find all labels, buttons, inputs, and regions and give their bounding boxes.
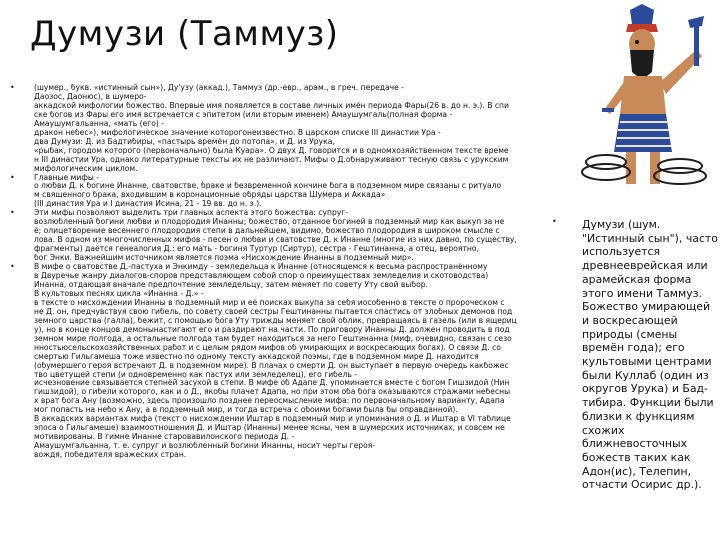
text-line: вождя, победителя вражеских стран. [34, 451, 187, 460]
text-line: земном мире полгода, а остальные полгода там будет находиться за него Гештинанна (миф, очевидно, связан с сезо [34, 334, 512, 343]
text-line: бог Энки. Важнейшим источником является поэма «Нисхождение Инанны в подземный мир». [34, 254, 414, 263]
text-line: два Думузи: Д. из Бадтибиры, «пастырь времён до потопа», и Д. из Урука, [34, 137, 335, 146]
text-line: этого имени Таммуз. [582, 286, 702, 300]
page-title: Думузи (Таммуз) [30, 14, 339, 54]
bullet-marker: • [10, 208, 15, 218]
bullet-item-courtship-myth [10, 263, 540, 460]
text-line: времён года); его [582, 341, 685, 355]
text-line: м священного брака, входившим в коронационные обряды царства Шумера и Аккада» [34, 191, 386, 200]
bullet-marker: • [10, 172, 15, 182]
bullet-item-aspects [10, 209, 540, 263]
text-line: отчасти Осирис др.). [582, 478, 702, 492]
text-line: схожих [582, 423, 625, 437]
text-line: возлюбленный богини любви и плодородия Инанны; божество, отданное богиней в подземный мир как выкуп за не [34, 218, 505, 227]
dumuzi-figure-illustration [568, 2, 720, 192]
text-line: у), но в конце концов демонынастигают его и раздирают на части. По приговору Инанны Д. должен проводить в под [34, 325, 510, 334]
text-line: аккадской мифологии божество. Впервые имя появляется в составе личных имён периода Фары(26 в. до н. э.). В спи [34, 101, 509, 110]
text-line: округов Урука) и Бад- [582, 382, 708, 396]
text-line: о любви Д. к богине Инанне, сватовстве, браке и безвременной кончине бога в подземном мире связаны с ритуало [34, 182, 502, 191]
text-line: (III династия Ура и I династия Исина, 21 - 19 вв. до н. э.). [34, 200, 262, 209]
text-line: мифологическим циклом. [34, 164, 138, 173]
text-line: смертью Гильгамеша тоже известно по одному тексту аккадской поэмы, где в подземном мире Д. находится [34, 352, 479, 361]
side-note-lines [582, 218, 718, 492]
text-line: используется [582, 245, 661, 259]
text-line: в Двуречье жанру диалогов-споров представляющем собой спор о преимуществах земледелия и скотоводства) [34, 272, 489, 281]
text-line: тво цветущей степи (и одновременно как пастух или земледелец), его гибель - [34, 370, 357, 379]
text-line: «рыбак, городом которого (первоначально) была Куара». О двух Д. говорится и в одномхозяйственном тексте време [34, 146, 509, 155]
main-text-column [10, 84, 540, 460]
text-line: ближневосточных [582, 437, 688, 451]
bullet-marker: • [10, 262, 15, 272]
text-line: В мифе о сватовстве Д.-пастуха и Энкимду - земледельца к Инанне (относящемся к весьма распространённому [34, 263, 488, 272]
text-line: божеств таких как [582, 450, 691, 464]
text-line: В культовых песнях цикла «Инанна - Д.» - [34, 289, 204, 298]
text-line: ске богов из Фары его имя встречается с эпитетом (или вторым именем) Амаушумгаль(полная форма - [34, 110, 453, 119]
paragraph-lines [34, 84, 540, 174]
text-line: исчезновение связывается степнёй засухой в степи. В мифе об Адапе Д. упоминается вместе с богом Гишзидой (Нин [34, 379, 510, 388]
text-line: Эти мифы позволяют выделить три главных аспекта этого божества: супруг- [34, 209, 349, 218]
text-line: Инанна, отдающая вначале предпочтение земледельцу, затем меняет по совету Уту свой выбор. [34, 280, 428, 289]
text-line: не Д. он, предчувствуя свою гибель, по совету своей сестры Гештинанны пытается спастись от злобных демонов под [34, 307, 513, 316]
text-line: земного царства (галла), бежит, с помощью бога Уту трижды меняет свой облик, превращаясь в газель (или в ящериц [34, 316, 517, 325]
text-line: Амаушумгальанна, т. е. супруг и возлюбленный богини Инанны, носит черты героя- [34, 442, 376, 451]
bullet-marker: • [552, 217, 557, 226]
text-line: Божество умирающей [582, 300, 711, 314]
text-line: Главные мифы - [34, 173, 99, 182]
text-line: мог попасть на небо к Ану, а в подземный мир, и тогда встреча с обоими богами была бы оправданной). [34, 406, 458, 415]
text-line: н III династии Ура, однако литературные тексты их не различают. Мифы о Д.обнаруживают тесную связь с урукским [34, 155, 509, 164]
text-line: Думузи (шум. [582, 218, 661, 231]
text-line: В аккадских вариантах мифа (текст о нисхождении Иштар в подземный мир и упоминания о Д. и Иштар в VI таблице [34, 415, 511, 424]
text-line: ё; олицетворение весеннего плодородия степи в дальнейшем, видимо, божество плодородия в широком смысле с [34, 227, 500, 236]
text-line: природы (смены [582, 327, 678, 341]
text-line: мотивированы. В гимне Инанне старовавилонского периода Д. - [34, 433, 295, 442]
text-line: фрагменты) даётся генеалогия Д.: его мать - богиня Туртур (Сиртур), сестра - Гештинанна, а отец, вероятно, [34, 245, 479, 254]
text-line: и воскресающей [582, 313, 678, 327]
text-line: "Истинный сын"), часто [582, 231, 718, 245]
text-line: арамейская форма [582, 272, 692, 286]
text-line: гишзидой), о гибели которого, как и о Д., якобы плачет Адапа, но при этом оба бога оказываются стражами небесны [34, 388, 511, 397]
text-line: (шумер., букв. «истинный сын»), Ду'узу (аккад.), Таммуз (др.-евр., арам., в греч. передаче - [34, 84, 404, 92]
text-line: (обумершего героя встречают Д. в подземном мире). В плачах о смерти Д. он выступает в первую очередь какбожес [34, 361, 509, 370]
text-line: Амаушумгальанна, «мать (его) - [34, 119, 165, 128]
paragraph-lines [34, 209, 540, 263]
text-line: лова. В одном из многочисленных мифов - песен о любви и сватовстве Д. к Инанне (многие из них давно, по существу, [34, 236, 517, 245]
text-line: х врат бога Ану (возможно, здесь произошло позднее переосмысление мифа: по первоначальному варианту, Адапа [34, 397, 505, 406]
text-line: нностьюсельскохозяйственных работ и с целым рядом мифов об умирающих и воскресающих богах). О связи Д. со [34, 343, 501, 352]
text-line: древнееврейская или [582, 259, 708, 273]
text-line: Адон(ис), Телепин, [582, 464, 692, 478]
paragraph-lines [34, 174, 540, 210]
text-line: Даозос, Даонюс), в шумеро- [34, 92, 147, 101]
text-line: тибира. Функции были [582, 396, 714, 410]
text-line: близки к функциям [582, 409, 695, 423]
text-line: были Куллаб (один из [582, 368, 709, 382]
text-line: дракон небес»), мифологическое значение которогонеизвестно. В царском списке III династии Ура - [34, 128, 441, 137]
text-line: эпоса о Гильгамеше) взаимоотношения Д. и Иштар (Инанны) менее ясны, чем в шумерских источниках, и совсем не [34, 424, 505, 433]
bullet-item-main-myths [10, 174, 540, 210]
bullet-item-etymology [10, 84, 540, 174]
text-line: культовыми центрами [582, 355, 712, 369]
side-note [552, 218, 720, 492]
paragraph-lines [34, 263, 540, 460]
text-line: в тексте о нисхождении Инанны в подземный мир и её поисках выкупа за себя иособенно в тексте о пророческом с [34, 298, 505, 307]
bullet-marker: • [10, 83, 15, 92]
